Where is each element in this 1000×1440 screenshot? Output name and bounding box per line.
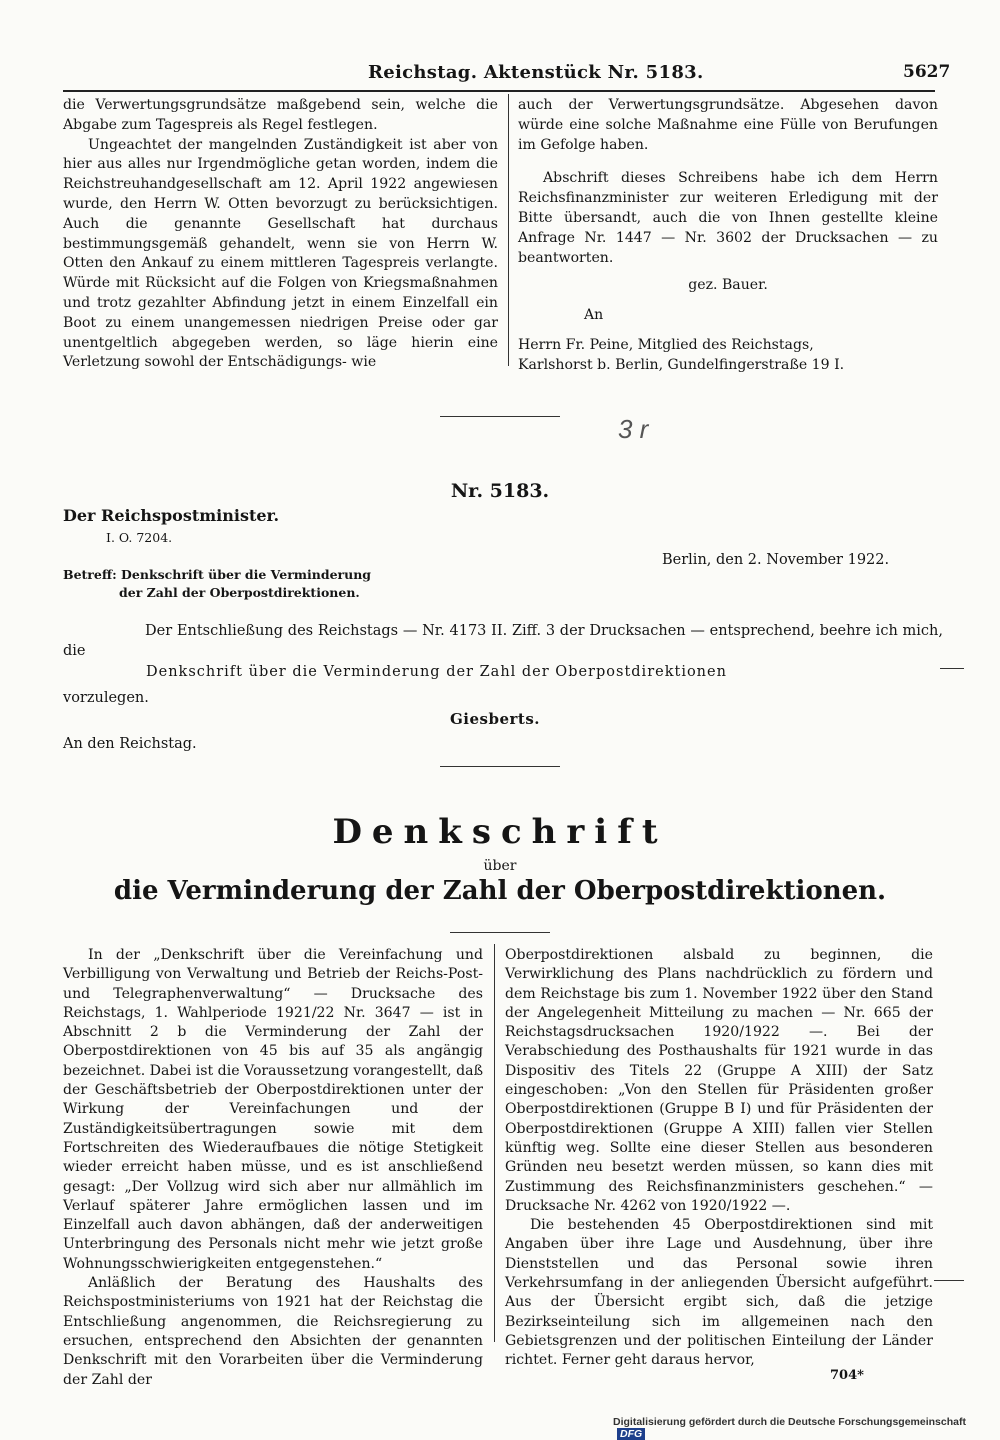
- section-number: Nr. 5183.: [450, 480, 550, 502]
- paragraph: auch der Verwertungsgrundsätze. Abgesehen davon würde eine solche Maßnahme eine Fülle von Berufungen im Gefolge haben.: [518, 97, 938, 153]
- digitization-footer: [613, 1416, 1000, 1440]
- paragraph: Die bestehenden 45 Oberpostdirektionen sind mit Angaben über ihre Lage und Ausdehnung, über ihre Dienststellen und das Personal sowie ihren Verkehrsumfang in der anliegenden Übersicht aufgeführt. Aus der Übersicht ergibt sich, daß die jetzige Bezirkseinteilung sich im allgemeinen nach den Gebietsgrenzen und der politischen Einteilung der Länder richtet. Ferner geht daraus hervor,: [505, 1217, 933, 1369]
- subject-line: Betreff: Denkschrift über die Verminderung: [63, 567, 372, 582]
- recipient-line: Karlshorst b. Berlin, Gundelfingerstraße 19 I.: [518, 356, 845, 373]
- memo-subtitle: die Verminderung der Zahl der Oberpostdirektionen.: [113, 876, 887, 906]
- handwritten-mark: 3 r: [618, 414, 649, 444]
- column-divider: [508, 94, 509, 366]
- recipient-line: Herrn Fr. Peine, Mitglied des Reichstags,: [518, 336, 814, 353]
- paragraph: Ungeachtet der mangelnden Zuständigkeit ist aber von hier aus alles nur Irgendmögliche getan worden, indem die Reichstreuhandgesellschaft am 12. April 1922 angewiesen wurde, den Herrn W. Otten bevorzugt zu berücksichtigen. Auch die genannte Gesellschaft hat durchaus bestimmungsgemäß gehandelt, wenn sie von Herrn W. Otten den Ankauf zu einem mittleren Tagespreis verlangte. Würde mit Rücksicht auf die Folgen von Kriegsmaßnahmen und trotz gezahlter Abfindung jetzt in einem Einzelfall ein Boot zu einem unangemessen niedrigen Preise oder gar unentgeltlich abgegeben werden, so läge hierin eine Verletzung sowohl der Entschädigungs- wie: [63, 136, 498, 371]
- page-number: 5627: [903, 62, 951, 82]
- letter-body: Der Entschließung des Reichstags — Nr. 4173 II. Ziff. 3 der Drucksachen — entsprechend, beehre ich mich, die: [63, 623, 943, 659]
- subject-block: [63, 566, 371, 602]
- sender-title: Der Reichspostminister.: [63, 506, 280, 525]
- letter-body-end: vorzulegen.: [63, 690, 149, 706]
- dfg-logo: DFG: [617, 1428, 645, 1440]
- addressee: An den Reichstag.: [63, 736, 197, 752]
- section-rule: [440, 416, 560, 417]
- running-header-title: Reichstag. Aktenstück Nr. 5183.: [368, 62, 704, 83]
- title-rule: [450, 932, 550, 933]
- signature: gez. Bauer.: [688, 277, 768, 294]
- header-rule: [63, 90, 935, 92]
- letter-signature: Giesberts.: [450, 710, 541, 728]
- memo-title: Denkschrift: [332, 812, 668, 852]
- reference-number: I. O. 7204.: [106, 530, 173, 545]
- paragraph: Oberpostdirektionen alsbald zu beginnen, die Verwirklichung des Plans nachdrücklich zu fördern und dem Reichstage bis zum 1. November 1922 über den Stand der Angelegenheit Mitteilung zu machen — Nr. 665 der Reichstagsdrucksachen 1920/1922 —. Bei der Verabschiedung des Posthaushalts für 1921 wurde in das Dispositiv des Titels 22 (Gruppe A XIII) der Satz eingeschoben: „Von den Stellen für Präsidenten großer Oberpostdirektionen (Gruppe B I) und für Präsidenten der Oberpostdirektionen (Gruppe A XIII) fallen vier Stellen künftig weg. Sollte eine dieser Stellen aus besonderen Gründen neu besetzt werden müssen, so kann dies mit Zustimmung des Reichsfinanzministers geschehen.“ — Drucksache Nr. 4262 von 1920/1922 —.: [505, 947, 933, 1214]
- memo-right-column: [505, 946, 933, 1371]
- memo-left-column: [63, 946, 483, 1390]
- memo-over: über: [483, 858, 517, 874]
- paragraph: Abschrift dieses Schreibens habe ich dem Herrn Reichsfinanzminister zur weiteren Erledigung mit der Bitte übersandt, auch die von Ihnen gestellte kleine Anfrage Nr. 1447 — Nr. 3602 der Drucksachen — zu beantworten.: [518, 170, 938, 266]
- enclosure-title: Denkschrift über die Verminderung der Zahl der Oberpostdirektionen: [146, 664, 727, 680]
- top-left-column: [63, 96, 498, 373]
- subject-line: der Zahl der Oberpostdirektionen.: [119, 585, 360, 600]
- paragraph: die Verwertungsgrundsätze maßgebend sein, welche die Abgabe zum Tagespreis als Regel festlegen.: [63, 97, 498, 133]
- top-right-column: [518, 96, 938, 376]
- margin-mark: [934, 1280, 964, 1281]
- address-an: An: [584, 307, 604, 324]
- letter-date: Berlin, den 2. November 1922.: [662, 552, 890, 568]
- paragraph: Anläßlich der Beratung des Haushalts des Reichspostministeriums von 1921 hat der Reichstag die Entschließung angenommen, die Reichsregierung zu ersuchen, entsprechend den Absichten der genannten Denkschrift mit den Vorarbeiten über die Verminderung der Zahl der: [63, 1275, 483, 1388]
- sheet-signature: 704*: [830, 1368, 864, 1383]
- footer-text: Digitalisierung gefördert durch die Deutsche Forschungsgemeinschaft: [613, 1416, 966, 1428]
- column-divider: [494, 944, 495, 1342]
- section-rule: [440, 766, 560, 767]
- margin-mark: [940, 668, 964, 669]
- paragraph: In der „Denkschrift über die Vereinfachung und Verbilligung von Verwaltung und Betrieb der Reichs-Post- und Telegraphenverwaltung“ — Drucksache des Reichstags, 1. Wahlperiode 1921/22 Nr. 3647 — ist in Abschnitt 2 b die Verminderung der Zahl der Oberpostdirektionen von 45 bis auf 35 als angängig bezeichnet. Dabei ist die Voraussetzung vorangestellt, daß der Geschäftsbetrieb der Oberpostdirektionen unter der Wirkung der Vereinfachungen und der Zuständigkeitsübertragungen sowie mit dem Fortschreiten des Wiederaufbaues die nötige Stetigkeit wieder erreicht haben müsse, und es ist anschließend gesagt: „Der Vollzug wird sich aber nur allmählich im Verlauf späterer Jahre ermöglichen lassen und im Einzelfall auch davon abhängen, daß der anderweitigen Unterbringung des Personals nicht mehr wie jetzt große Wohnungsschwierigkeiten entgegenstehen.“: [63, 947, 483, 1272]
